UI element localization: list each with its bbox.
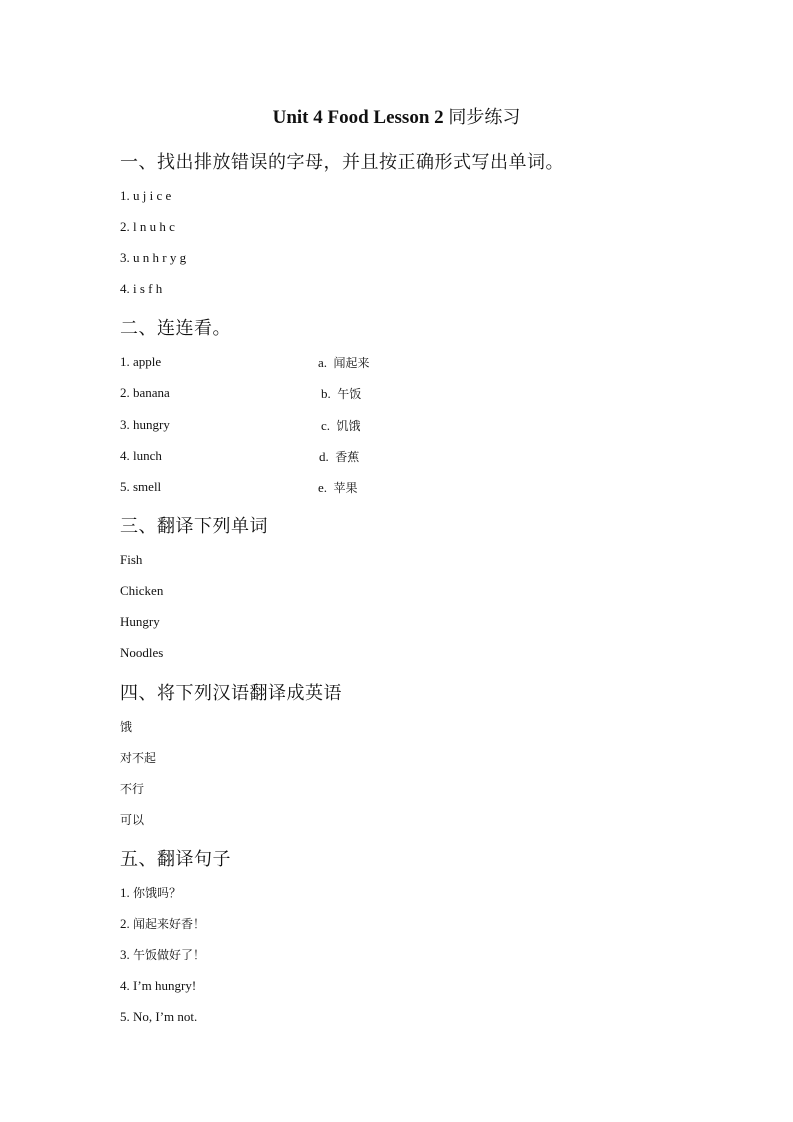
match-right-letter: d. (319, 449, 329, 464)
section-5-heading: 五、翻译句子 (120, 849, 231, 870)
match-left-3: 3. hungry (120, 417, 170, 432)
scramble-item-2: 2. l n u h c (120, 219, 175, 234)
match-right-b (321, 385, 361, 402)
section-2-heading: 二、连连看。 (120, 318, 231, 339)
sentence-3 (120, 946, 205, 963)
page-title (0, 103, 793, 129)
section-3-heading: 三、翻译下列单词 (120, 516, 268, 537)
match-right-letter: c. (321, 418, 331, 433)
match-right-text: 闻起来 (333, 356, 370, 370)
translate-word-4: Noodles (120, 645, 164, 660)
scramble-item-3: 3. u n h r y g (120, 250, 187, 265)
scramble-item-4: 4. i s f h (120, 281, 163, 296)
match-right-letter: b. (321, 386, 331, 401)
chinese-word-2: 对不起 (120, 751, 157, 765)
scramble-item-1: 1. u j i c e (120, 188, 172, 203)
sentence-5: 5. No, I’m not. (120, 1009, 198, 1024)
title-chinese: 同步练习 (448, 107, 521, 128)
chinese-word-3: 不行 (120, 782, 145, 796)
match-right-text: 午饭 (337, 387, 362, 401)
match-right-e (318, 479, 358, 496)
match-right-letter: e. (318, 480, 328, 495)
translate-word-2: Chicken (120, 583, 164, 598)
sentence-number: 3. (120, 947, 130, 962)
section-4-heading: 四、将下列汉语翻译成英语 (120, 683, 342, 704)
sentence-number: 2. (120, 916, 130, 931)
match-right-c (321, 417, 361, 434)
section-1-heading: 一、找出排放错误的字母，并且按正确形式写出单词。 (120, 152, 564, 173)
match-right-text: 饥饿 (336, 419, 361, 433)
translate-word-3: Hungry (120, 614, 160, 629)
title-english: Unit 4 Food Lesson 2 (272, 107, 449, 128)
sentence-4: 4. I’m hungry! (120, 978, 197, 993)
match-right-text: 苹果 (333, 481, 358, 495)
match-right-text: 香蕉 (335, 450, 360, 464)
match-left-4: 4. lunch (120, 448, 162, 463)
sentence-text: 闻起来好香！ (133, 917, 206, 931)
sentence-2 (120, 915, 205, 932)
match-right-a (318, 354, 370, 371)
sentence-text: 你饿吗？ (133, 886, 182, 900)
chinese-word-4: 可以 (120, 813, 145, 827)
match-left-5: 5. smell (120, 479, 162, 494)
match-right-letter: a. (318, 355, 328, 370)
match-right-d (319, 448, 359, 465)
match-left-2: 2. banana (120, 385, 170, 400)
sentence-1 (120, 884, 181, 901)
translate-word-1: Fish (120, 552, 143, 567)
chinese-word-1: 饿 (120, 720, 133, 734)
match-left-1: 1. apple (120, 354, 162, 369)
sentence-text: 午饭做好了！ (133, 948, 206, 962)
sentence-number: 1. (120, 885, 130, 900)
